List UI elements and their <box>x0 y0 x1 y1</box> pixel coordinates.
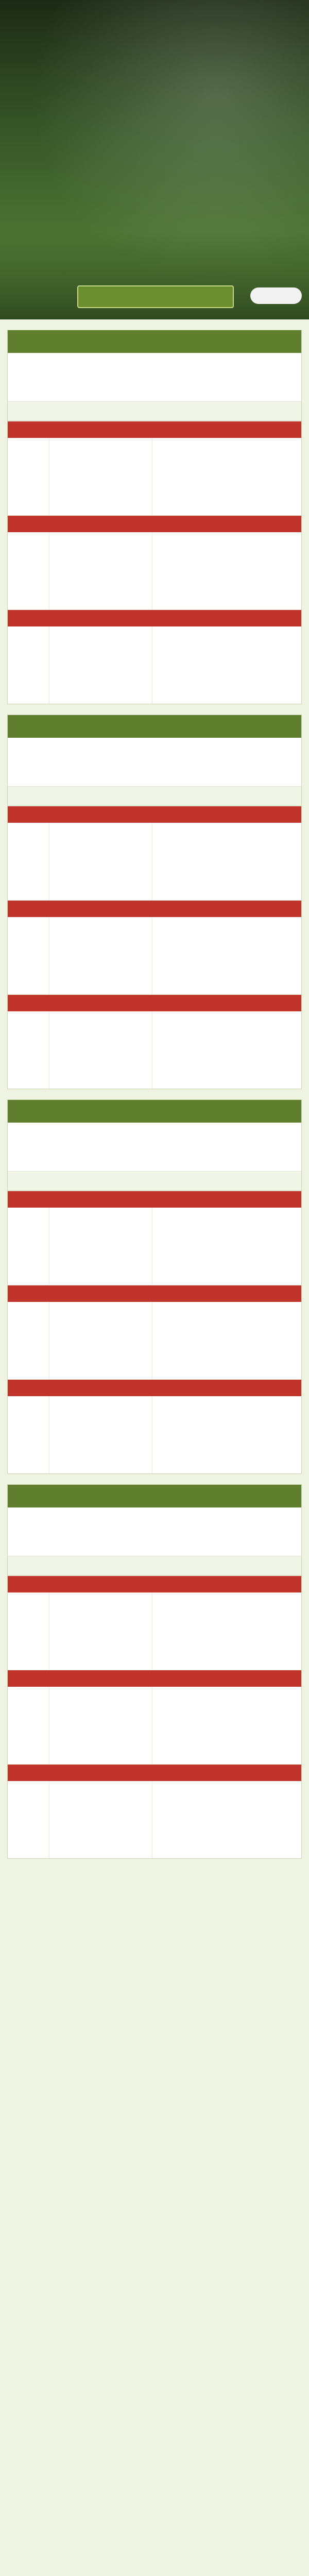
day-note-list <box>152 1208 301 1285</box>
day-row <box>8 515 301 609</box>
day-row-body <box>8 532 301 609</box>
stage-section <box>7 1099 302 1474</box>
day-theme-band <box>8 516 301 532</box>
day-theme-band <box>8 1670 301 1687</box>
day-note-list <box>152 626 301 704</box>
stage-section <box>7 715 302 1089</box>
day-course-list <box>49 1396 152 1473</box>
day-note-list <box>152 1781 301 1858</box>
stage-intro <box>8 1123 301 1172</box>
day-row-body <box>8 823 301 900</box>
column-header-row <box>8 402 301 421</box>
day-row <box>8 900 301 994</box>
stage-header <box>8 330 301 353</box>
day-course-list <box>49 1302 152 1379</box>
day-note-list <box>152 823 301 900</box>
day-row-body <box>8 1781 301 1858</box>
day-theme-band <box>8 421 301 438</box>
stage-header <box>8 1485 301 1507</box>
day-label <box>8 1592 49 1670</box>
stage-intro <box>8 353 301 402</box>
day-note-list <box>152 438 301 515</box>
day-label <box>8 1011 49 1089</box>
series-badge <box>77 285 234 308</box>
day-label <box>8 823 49 900</box>
stage-section <box>7 1484 302 1859</box>
day-theme-band <box>8 1380 301 1396</box>
day-course-list <box>49 1208 152 1285</box>
day-row-body <box>8 1687 301 1764</box>
day-course-list <box>49 626 152 704</box>
day-note-list <box>152 532 301 609</box>
column-header-row <box>8 1172 301 1191</box>
day-row <box>8 609 301 704</box>
day-row <box>8 1575 301 1670</box>
day-row-body <box>8 1208 301 1285</box>
day-course-list <box>49 1687 152 1764</box>
day-theme-band <box>8 1576 301 1592</box>
day-row <box>8 994 301 1089</box>
day-label <box>8 1781 49 1858</box>
day-label <box>8 532 49 609</box>
day-row-body <box>8 1302 301 1379</box>
day-theme-band <box>8 1765 301 1781</box>
day-theme-band <box>8 995 301 1011</box>
day-course-list <box>49 917 152 994</box>
day-label <box>8 626 49 704</box>
day-theme-band <box>8 1191 301 1208</box>
day-course-list <box>49 1592 152 1670</box>
stage-header <box>8 1100 301 1123</box>
day-row <box>8 1379 301 1473</box>
day-note-list <box>152 1011 301 1089</box>
day-note-list <box>152 917 301 994</box>
day-theme-band <box>8 610 301 626</box>
stage-intro <box>8 738 301 787</box>
day-label <box>8 1687 49 1764</box>
column-header-row <box>8 1556 301 1575</box>
hero-banner <box>0 0 309 319</box>
day-label <box>8 1396 49 1473</box>
day-row-body <box>8 1396 301 1473</box>
hero-badge-row <box>0 285 309 306</box>
day-row <box>8 806 301 900</box>
day-row-body <box>8 626 301 704</box>
day-row-body <box>8 917 301 994</box>
stage-header <box>8 715 301 738</box>
day-course-list <box>49 532 152 609</box>
day-theme-band <box>8 1285 301 1302</box>
day-row <box>8 421 301 515</box>
column-header-row <box>8 787 301 806</box>
day-course-list <box>49 823 152 900</box>
day-note-list <box>152 1592 301 1670</box>
day-course-list <box>49 1781 152 1858</box>
day-course-list <box>49 1011 152 1089</box>
day-course-list <box>49 438 152 515</box>
day-label <box>8 917 49 994</box>
day-label <box>8 1302 49 1379</box>
stage-section <box>7 330 302 704</box>
day-note-list <box>152 1302 301 1379</box>
day-row <box>8 1670 301 1764</box>
day-row <box>8 1191 301 1285</box>
day-note-list <box>152 1396 301 1473</box>
day-row-body <box>8 1592 301 1670</box>
day-theme-band <box>8 806 301 823</box>
period-badge <box>250 287 302 304</box>
day-row <box>8 1285 301 1379</box>
day-label <box>8 438 49 515</box>
day-row-body <box>8 438 301 515</box>
day-row <box>8 1764 301 1858</box>
stage-intro <box>8 1507 301 1556</box>
day-note-list <box>152 1687 301 1764</box>
day-row-body <box>8 1011 301 1089</box>
day-label <box>8 1208 49 1285</box>
day-theme-band <box>8 901 301 917</box>
